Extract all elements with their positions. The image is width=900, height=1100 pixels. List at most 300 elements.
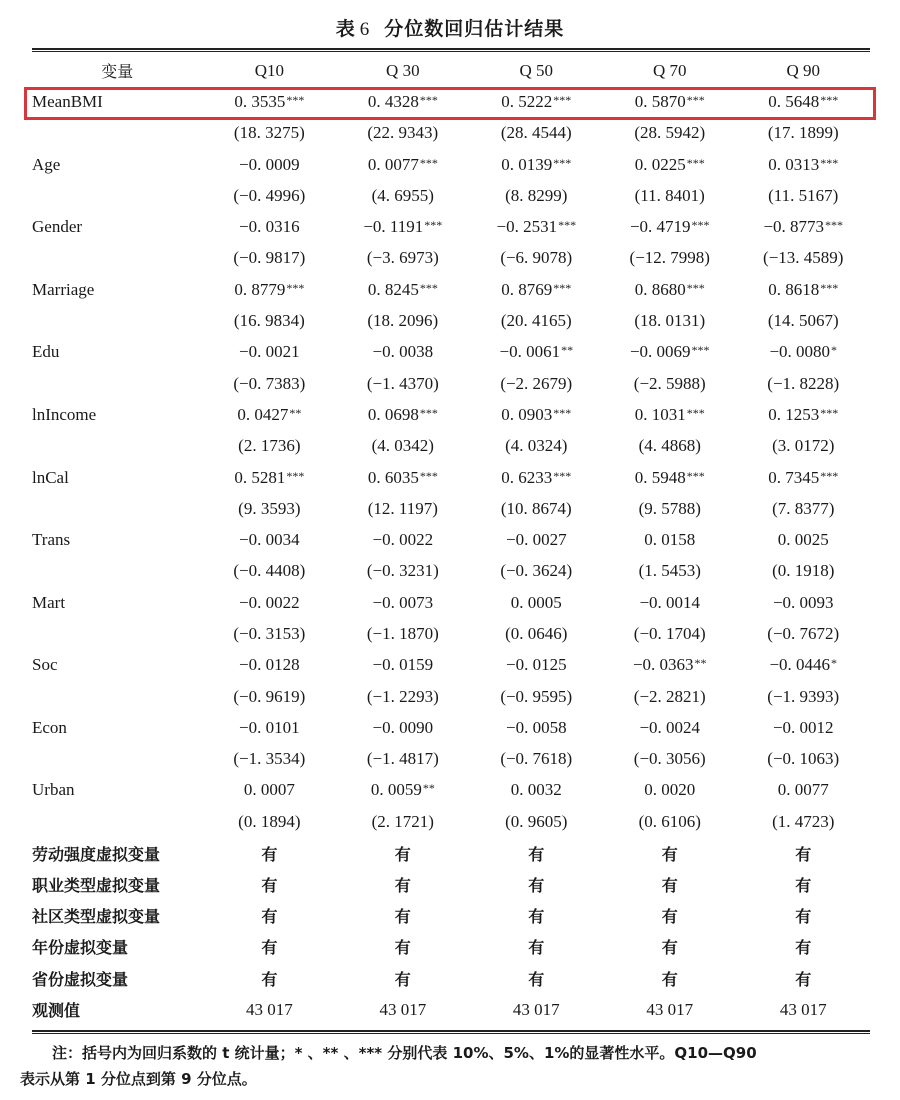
value-cell [470, 368, 603, 399]
coefficient: 0. 6035 [367, 467, 419, 487]
value-cell [203, 149, 336, 180]
value-cell [736, 806, 870, 837]
value-cell [470, 180, 603, 211]
value-cell [203, 524, 336, 555]
value-cell [603, 149, 736, 180]
t-statistic: (−0. 9619) [233, 686, 306, 706]
t-statistic: (−6. 9078) [500, 248, 573, 268]
value-cell [470, 650, 603, 681]
coefficient: 0. 3535 [234, 91, 286, 111]
value-cell [736, 337, 870, 368]
coefficient: −0. 0009 [239, 154, 300, 174]
significance-stars: * [831, 656, 838, 671]
t-statistic: (8. 8299) [505, 185, 568, 205]
significance-stars: *** [419, 280, 438, 295]
coefficient: 有 [661, 844, 678, 864]
value-cell [470, 900, 603, 931]
value-cell [336, 243, 469, 274]
coefficient: 0. 6233 [501, 467, 553, 487]
variable-name [32, 118, 203, 149]
bottom-rule [32, 1030, 870, 1034]
t-statistic: (−0. 7383) [233, 373, 306, 393]
coefficient: 有 [261, 907, 278, 927]
t-statistic: (28. 5942) [634, 123, 706, 143]
significance-stars: *** [820, 280, 839, 295]
coefficient: −0. 0101 [239, 717, 300, 737]
coefficient: 有 [528, 844, 545, 864]
significance-stars: *** [820, 405, 839, 420]
t-statistic: (2. 1721) [371, 811, 434, 831]
coefficient: 0. 8769 [501, 279, 553, 299]
value-cell [336, 837, 469, 868]
variable-name: 社区类型虚拟变量 [32, 907, 161, 927]
value-cell [603, 524, 736, 555]
variable-name [32, 493, 203, 524]
value-cell [603, 869, 736, 900]
significance-stars: *** [424, 218, 443, 233]
t-statistic: (10. 8674) [500, 498, 572, 518]
t-statistic: (0. 9605) [505, 811, 568, 831]
value-cell [603, 462, 736, 493]
coefficient: 有 [795, 844, 812, 864]
t-stat-row [32, 431, 870, 462]
t-statistic: (−0. 7672) [767, 623, 840, 643]
t-statistic: (18. 2096) [367, 311, 439, 331]
value-cell [470, 462, 603, 493]
value-cell [470, 837, 603, 868]
header-q70: Q 70 [652, 60, 687, 80]
table-row [32, 149, 870, 180]
t-statistic: (4. 6955) [371, 185, 434, 205]
significance-stars: *** [419, 405, 438, 420]
significance-stars: *** [686, 405, 705, 420]
t-statistic: (12. 1197) [367, 498, 438, 518]
significance-stars: *** [553, 155, 572, 170]
table-row [32, 524, 870, 555]
value-cell [203, 994, 336, 1025]
t-statistic: (9. 5788) [638, 498, 701, 518]
variable-name: lnCal [32, 467, 69, 487]
coefficient: 0. 0427 [237, 404, 289, 424]
coefficient: −0. 1191 [363, 217, 424, 237]
value-cell [470, 274, 603, 305]
t-statistic: (0. 1894) [238, 811, 301, 831]
value-cell [203, 556, 336, 587]
t-statistic: (−0. 3153) [233, 623, 306, 643]
t-statistic: (1. 5453) [638, 561, 701, 581]
coefficient: 有 [261, 844, 278, 864]
t-statistic: (−1. 8228) [767, 373, 840, 393]
significance-stars: *** [686, 468, 705, 483]
t-statistic: (9. 3593) [238, 498, 301, 518]
coefficient: 0. 7345 [768, 467, 820, 487]
coefficient: −0. 0021 [239, 342, 300, 362]
coefficient: −0. 0073 [372, 592, 434, 612]
coefficient: 0. 0313 [768, 154, 820, 174]
variable-name: 职业类型虚拟变量 [32, 875, 161, 895]
value-cell [736, 524, 870, 555]
value-cell [603, 118, 736, 149]
significance-stars: *** [691, 218, 710, 233]
coefficient: 有 [795, 938, 812, 958]
value-cell [603, 337, 736, 368]
table-row [32, 994, 870, 1025]
table-title-text: 分位数回归估计结果 [384, 18, 565, 40]
t-statistic: (−0. 4996) [233, 185, 306, 205]
coefficient: 0. 1253 [768, 404, 820, 424]
significance-stars: *** [691, 343, 710, 358]
value-cell [336, 650, 469, 681]
significance-stars: *** [553, 468, 572, 483]
value-cell [470, 524, 603, 555]
value-cell [736, 869, 870, 900]
coefficient: 0. 8245 [367, 279, 419, 299]
coefficient: −0. 0446 [769, 655, 831, 675]
variable-name: Urban [32, 780, 75, 800]
value-cell [470, 744, 603, 775]
t-statistic: (−1. 2293) [366, 686, 439, 706]
coefficient: 0. 0059 [370, 780, 422, 800]
value-cell [336, 869, 469, 900]
value-cell [603, 431, 736, 462]
value-cell [736, 305, 870, 336]
value-cell [736, 775, 870, 806]
coefficient: −0. 0159 [372, 655, 434, 675]
t-stat-row [32, 681, 870, 712]
significance-stars: ** [422, 781, 435, 796]
value-cell [336, 744, 469, 775]
coefficient: 0. 8618 [768, 279, 820, 299]
variable-name: Trans [32, 530, 71, 550]
t-stat-row [32, 618, 870, 649]
value-cell [336, 900, 469, 931]
value-cell [203, 963, 336, 994]
t-statistic: (17. 1899) [767, 123, 839, 143]
t-statistic: (4. 4868) [638, 436, 701, 456]
significance-stars: *** [286, 92, 305, 107]
value-cell [736, 618, 870, 649]
value-cell [736, 744, 870, 775]
t-statistic: (22. 9343) [367, 123, 439, 143]
coefficient: 有 [795, 969, 812, 989]
value-cell [470, 243, 603, 274]
value-cell [203, 744, 336, 775]
coefficient: 0. 4328 [367, 91, 419, 111]
header-row [32, 55, 870, 86]
t-statistic: (−0. 7618) [500, 749, 573, 769]
t-statistic: (11. 8401) [634, 185, 705, 205]
coefficient: −0. 0061 [499, 342, 561, 362]
table-note [20, 1040, 880, 1092]
top-rule [32, 48, 870, 52]
t-stat-row [32, 305, 870, 336]
value-cell [736, 149, 870, 180]
value-cell [336, 931, 469, 962]
variable-name [32, 556, 203, 587]
value-cell [736, 650, 870, 681]
t-statistic: (−2. 2821) [633, 686, 706, 706]
significance-stars: *** [286, 468, 305, 483]
t-statistic: (3. 0172) [772, 436, 835, 456]
t-stat-row [32, 243, 870, 274]
significance-stars: *** [286, 280, 305, 295]
coefficient: 0. 0158 [644, 530, 696, 550]
coefficient: 有 [661, 938, 678, 958]
coefficient: −0. 0022 [239, 592, 300, 612]
coefficient: −0. 0058 [505, 717, 567, 737]
value-cell [336, 211, 469, 242]
coefficient: 有 [528, 875, 545, 895]
coefficient: 有 [261, 938, 278, 958]
value-cell [203, 462, 336, 493]
value-cell [736, 462, 870, 493]
significance-stars: *** [419, 155, 438, 170]
value-cell [603, 837, 736, 868]
coefficient: −0. 0128 [239, 655, 300, 675]
t-statistic: (−2. 2679) [500, 373, 573, 393]
value-cell [336, 399, 469, 430]
coefficient: 43 017 [646, 999, 694, 1019]
t-statistic: (1. 4723) [772, 811, 835, 831]
value-cell [470, 431, 603, 462]
header-q90: Q 90 [786, 60, 820, 80]
coefficient: −0. 0012 [772, 717, 834, 737]
value-cell [203, 274, 336, 305]
value-cell [203, 118, 336, 149]
table-title-prefix: 表 [335, 18, 356, 40]
coefficient: 有 [661, 907, 678, 927]
coefficient: −0. 0363 [632, 655, 694, 675]
coefficient: 有 [795, 907, 812, 927]
coefficient: −0. 0093 [772, 592, 834, 612]
value-cell [736, 493, 870, 524]
t-statistic: (−0. 3056) [633, 749, 706, 769]
table-row [32, 650, 870, 681]
value-cell [603, 712, 736, 743]
value-cell [603, 180, 736, 211]
coefficient: 有 [528, 938, 545, 958]
t-statistic: (−1. 3534) [233, 749, 306, 769]
table-row [32, 712, 870, 743]
value-cell [336, 337, 469, 368]
value-cell [736, 243, 870, 274]
coefficient: 0. 0005 [510, 592, 562, 612]
table-row [32, 869, 870, 900]
value-cell [603, 806, 736, 837]
significance-stars: *** [553, 405, 572, 420]
t-statistic: (14. 5067) [767, 311, 839, 331]
t-statistic: (4. 0342) [371, 436, 434, 456]
value-cell [470, 556, 603, 587]
t-statistic: (2. 1736) [238, 436, 301, 456]
coefficient: −0. 0316 [239, 217, 300, 237]
value-cell [203, 712, 336, 743]
table-number: 6 [359, 19, 371, 40]
significance-stars: *** [686, 92, 705, 107]
coefficient: 0. 0007 [243, 780, 295, 800]
t-statistic: (18. 3275) [233, 123, 305, 143]
variable-name [32, 618, 203, 649]
table-row [32, 837, 870, 868]
value-cell [336, 587, 469, 618]
value-cell [736, 274, 870, 305]
value-cell [203, 399, 336, 430]
variable-name: Soc [32, 655, 58, 675]
variable-name: MeanBMI [32, 91, 103, 111]
variable-name [32, 681, 203, 712]
significance-stars: ** [289, 405, 302, 420]
value-cell [203, 681, 336, 712]
value-cell [336, 712, 469, 743]
coefficient: −0. 0034 [239, 530, 300, 550]
coefficient: 有 [394, 969, 411, 989]
coefficient: 有 [394, 938, 411, 958]
coefficient: −0. 0014 [639, 592, 701, 612]
variable-name [32, 243, 203, 274]
t-statistic: (−0. 4408) [233, 561, 306, 581]
coefficient: 0. 0077 [367, 154, 419, 174]
significance-stars: * [831, 343, 838, 358]
t-statistic: (−0. 1704) [633, 623, 706, 643]
value-cell [336, 963, 469, 994]
value-cell [336, 274, 469, 305]
value-cell [603, 368, 736, 399]
value-cell [470, 806, 603, 837]
table-row [32, 963, 870, 994]
coefficient: 有 [661, 875, 678, 895]
coefficient: −0. 0038 [372, 342, 434, 362]
value-cell [603, 963, 736, 994]
coefficient: 有 [394, 844, 411, 864]
t-statistic: (−0. 9817) [233, 248, 306, 268]
value-cell [203, 869, 336, 900]
t-statistic: (0. 0646) [505, 623, 568, 643]
coefficient: 有 [661, 969, 678, 989]
value-cell [470, 118, 603, 149]
regression-results-table [32, 55, 870, 1025]
coefficient: 有 [261, 969, 278, 989]
t-statistic: (0. 1918) [772, 561, 835, 581]
coefficient: 0. 0225 [634, 154, 686, 174]
value-cell [336, 994, 469, 1025]
value-cell [736, 712, 870, 743]
table-title [0, 14, 900, 41]
value-cell [336, 493, 469, 524]
value-cell [736, 963, 870, 994]
table-row [32, 274, 870, 305]
coefficient: 有 [528, 969, 545, 989]
t-statistic: (−0. 1063) [767, 749, 840, 769]
coefficient: −0. 4719 [629, 217, 691, 237]
significance-stars: ** [561, 343, 574, 358]
value-cell [203, 806, 336, 837]
significance-stars: *** [419, 92, 438, 107]
coefficient: 0. 0903 [501, 404, 553, 424]
value-cell [336, 806, 469, 837]
coefficient: 0. 5870 [634, 91, 686, 111]
value-cell [736, 368, 870, 399]
significance-stars: ** [694, 656, 707, 671]
value-cell [336, 431, 469, 462]
variable-name: Age [32, 154, 61, 174]
value-cell [736, 211, 870, 242]
t-statistic: (−0. 9595) [500, 686, 573, 706]
value-cell [336, 524, 469, 555]
value-cell [736, 681, 870, 712]
coefficient: 0. 0139 [501, 154, 553, 174]
value-cell [736, 900, 870, 931]
value-cell [736, 837, 870, 868]
t-statistic: (−0. 3231) [366, 561, 439, 581]
value-cell [336, 305, 469, 336]
table-row [32, 775, 870, 806]
value-cell [736, 399, 870, 430]
coefficient: 0. 0032 [510, 780, 562, 800]
table-row [32, 399, 870, 430]
value-cell [203, 493, 336, 524]
value-cell [470, 149, 603, 180]
value-cell [736, 587, 870, 618]
coefficient: 0. 5281 [234, 467, 286, 487]
highlight-box-meanbmi [24, 87, 876, 120]
coefficient: −0. 0024 [639, 717, 701, 737]
variable-name: 省份虚拟变量 [32, 969, 129, 989]
value-cell [603, 211, 736, 242]
value-cell [470, 931, 603, 962]
value-cell [336, 775, 469, 806]
coefficient: −0. 0080 [769, 342, 831, 362]
value-cell [603, 274, 736, 305]
value-cell [470, 869, 603, 900]
value-cell [603, 900, 736, 931]
variable-name: 观测值 [32, 1001, 81, 1021]
value-cell [203, 180, 336, 211]
value-cell [603, 744, 736, 775]
significance-stars: *** [686, 280, 705, 295]
variable-name [32, 806, 203, 837]
table-row [32, 337, 870, 368]
table-row [32, 587, 870, 618]
t-statistic: (−13. 4589) [763, 248, 844, 268]
coefficient: 有 [795, 875, 812, 895]
coefficient: −0. 0022 [372, 530, 434, 550]
coefficient: 43 017 [779, 999, 827, 1019]
value-cell [603, 931, 736, 962]
variable-name: Edu [32, 342, 60, 362]
variable-name: Mart [32, 592, 66, 612]
coefficient: 0. 8779 [234, 279, 286, 299]
value-cell [470, 775, 603, 806]
header-q50: Q 50 [519, 60, 554, 80]
variable-name: 年份虚拟变量 [32, 938, 129, 958]
coefficient: −0. 2531 [496, 217, 558, 237]
value-cell [336, 180, 469, 211]
value-cell [203, 211, 336, 242]
coefficient: 有 [261, 875, 278, 895]
t-statistic: (−1. 4370) [366, 373, 439, 393]
variable-name: Marriage [32, 279, 95, 299]
value-cell [470, 337, 603, 368]
t-statistic: (−1. 4817) [366, 749, 439, 769]
t-stat-row [32, 493, 870, 524]
table-row [32, 900, 870, 931]
table-row [32, 462, 870, 493]
coefficient: 有 [528, 907, 545, 927]
t-statistic: (−12. 7998) [629, 248, 710, 268]
value-cell [470, 712, 603, 743]
value-cell [736, 180, 870, 211]
value-cell [603, 587, 736, 618]
